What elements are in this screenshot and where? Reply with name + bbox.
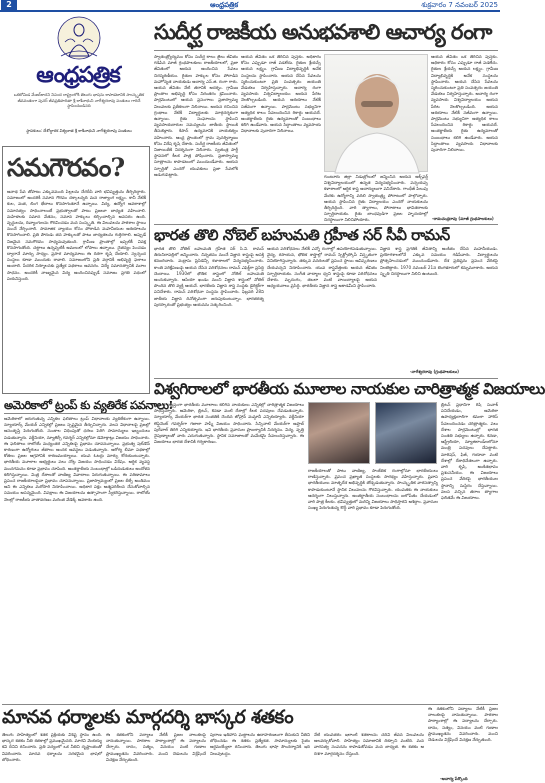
ranga-article-col1: స్వాతంత్ర్యోద్యమం కోసం సుదీర్ఘ కాలం జైలు జీవితం గడిపిన మాజీ గ్రంథపాలకులు రాజకీయాలలో, ప్రజా జీవితంలో ఆయన అందించిన సేవలు చిరస్మరణీయం. రైతుల హక్కుల కోసం పోరాడిన మహోన్నత నాయకుడు ఆచార్య ఎన్.జి. రంగా గారు. ఆయన జీవితం నేటి తరానికి ఆదర్శం. గ్రామీణ ప్రాంతాల అభివృద్ధి కోసం నిరంతరం శ్రమించారు. పార్లమెంటులో ఆయన ప్రసంగాలు ప్రజాస్వామ్య విలువలకు ప్రతీకలుగా నిలిచాయి. ఆయన రచించిన గ్రంథాలు నేటికీ విద్యార్థులకు మార్గదర్శకంగా ఉన్నాయి. రైతు సంఘాలను స్థాపించి వ్యవసాయదారుల సమస్యలను జాతీయ స్థాయికి తీసుకెళ్లారు. కిసాన్ ఉద్యమానికి నాయకత్వం వహించారు. ఆంధ్ర ప్రాంతంలో గ్రామ పునర్నిర్మాణం కోసం విశేష కృషి చేశారు. సుదీర్ఘ రాజకీయ జీవితంలో నిజాయితీకి నిదర్శనంగా నిలిచారు. స్వతంత్ర పార్టీ స్థాపనలో కీలక పాత్ర పోషించారు. ప్రజాస్వామ్య సూత్రాలను కాపాడటంలో ముందుండేవారు. ఆయన స్ఫూర్తితో ఎందరో యువకులు ప్రజా సేవలోకి అడుగుపెట్టారు.: [154, 54, 238, 177]
top-rule: [0, 10, 500, 12]
bhaskara-text-col5: ఈ శతకంలోని పద్యాలు నేటికీ ప్రజల నాలుకలపై నానుతున్నాయి. పాఠశాల పాఠ్యాంశాల్లో ఈ పద్యాలను చేర్చారు. దానం, సత్యం, వినయం వంటి గుణాల ప్రాముఖ్యతను వివరించారు. మంచి చెడులను విశ్లేషించే విచక్షణ నేర్పుతుంది.: [428, 706, 498, 743]
bhaskara-text-col3: పురాణ ఇతిహాస ఘట్టాలను ఉదాహరణలుగా తీసుకుని నీతిని బోధించడం ఈ శతకం ప్రత్యేకత. సామాన్యులకు సైతం అర్థమయ్యేలా రచించారు. తెలుగు భాషా సౌందర్యానికి ఇది నిలువుటద్దం.: [210, 732, 310, 756]
leader-photo-2: [375, 402, 437, 464]
running-head: ఆంధ్రపత్రిక: [210, 1, 239, 9]
raman-top-rule: [154, 224, 498, 225]
masthead-caption: ఒకటోమిడ మేజర్‌కాదని నిపంద రాష్ట్రంలోకి తెలుగు భాషను కాపాడటానికి సాంస్కృతిక జీవవంతంగా పునర్ జీవప్రతిపాదితా శ్రీ కాశీనాథుని నాగేశ్వరరావు పంతులు గారిచే స్థాపించబడినది: [13, 92, 145, 108]
goddess-logo-icon: [57, 16, 101, 60]
portrait-figure-icon: [325, 55, 429, 173]
ranga-signature: -రామచంద్రరావు (మాజీ గ్రంథపాలకులు): [432, 216, 494, 221]
america-article: [2, 398, 173, 702]
america-rule: [4, 413, 150, 414]
bhaskara-signature: -ఆచార్య పేర్కొంది: [440, 776, 468, 781]
top-bar: [0, 0, 500, 10]
paper-name-logo: ఆంధ్రపత్రిక: [36, 62, 120, 88]
samagouravam-box: [2, 146, 150, 394]
headline-america: అమెరికాలో ట్రంప్ కు వ్యతిరేక పవనాలు!: [4, 398, 173, 412]
headline-samagouravam: సమగౌరవం?: [7, 153, 125, 182]
issue-date: శుక్రవారం 7 నవంబర్ 2025: [421, 1, 498, 9]
ranga-article-col3: గుంటూరు జిల్లా నిడుబ్రోలులో జన్మించిన ఆయన ఆక్స్‌ఫర్డ్ విశ్వవిద్యాలయంలో ఉన్నత విద్యనభ్యసించారు. పచ్చయప్ప కళాశాలలో ఆర్థిక శాస్త్ర ఆచార్యులుగా పనిచేశారు. గాంధీజీ పిలుపు మేరకు ఉద్యోగాన్ని వదిలి స్వాతంత్ర్య పోరాటంలో పాల్గొన్నారు. ఆయన స్థాపించిన రైతు విద్యాలయం ఎందరో నాయకులను తీర్చిదిద్దింది. వారి త్యాగాలు, పోరాటాలు భావితరాలకు స్ఫూర్తిదాయకం. రైతు బాంధవుడిగా ప్రజల హృదయాల్లో చిరస్థాయిగా నిలిచిపోయారు.: [324, 174, 428, 223]
bhaskara-top-rule: [2, 704, 498, 705]
raman-text-col3: విజ్ఞాన శాస్త్ర ప్రగతికి జీవితాన్ని అంకితం చేసిన మహనీయుడు. ప్రయోగశాలలోనే ఎక్కువ సమయం గడిపేవారు. విద్యార్థులను ప్రోత్సహించడంలో ముందుండేవారు. దేశ ప్రతిష్ఠను ప్రపంచ వేదికపై నిలబెట్టారు. 1970 నవంబర్ 21న బెంగళూరులో కన్నుమూశారు. ఆయన స్మృతి చిరస్థాయిగా నిలిచి ఉంటుంది.: [380, 246, 498, 276]
ranga-portrait-photo: [324, 54, 428, 172]
raman-text-col1: భారత తొలి నోబెల్ బహుమతి గ్రహీత సర్ సి.వి. రామన్ తిరుచిరాపల్లిలో జన్మించారు. చిన్నతనం నుంచే విజ్ఞాన శాస్త్రంపై ఆసక్తి కనబరిచారు. మద్రాసు ప్రెసిడెన్సీ కళాశాలలో విద్యనభ్యసించారు. కాంతి పరిక్షేపణంపై ఆయన చేసిన పరిశోధనలు రామన్ ఎఫెక్ట్‌గా ప్రసిద్ధి చెందాయి. 1930లో భౌతిక శాస్త్రంలో నోబెల్ బహుమతి అందుకున్నారు. ఆసియా ఖండం నుంచి విజ్ఞాన శాస్త్రంలో నోబెల్ పొందిన తొలి వ్యక్తి ఆయనే. భారతీయ విజ్ఞాన శాస్త్ర సంస్థకు డైరెక్టర్‌గా పనిచేశారు. రామన్ పరిశోధనా సంస్థను స్థాపించారు. ఫిబ్రవరి 28ని జాతీయ విజ్ఞాన దినోత్సవంగా జరుపుకుంటున్నాం. భారతరత్న పురస్కారంతో ప్రభుత్వం ఆయనను సత్కరించింది.: [154, 246, 264, 307]
bhaskara-text-col1: తెలుగు సాహిత్యంలో శతక ప్రక్రియకు విశిష్ట స్థానం ఉంది. భాస్కర శతకం నీతి శతకాల్లో ప్రముఖమైనది. మారవి వెంకయ్య కవి దీనిని రచించారు. ప్రతి పద్యంలో ఒక నీతిని దృష్టాంతంతో వివరించారు. మానవ ధర్మాలను సరళమైన భాషలో బోధించారు.: [2, 732, 102, 762]
page-number: 2: [1, 0, 17, 10]
headline-bhaskara: మానవ ధర్మాలకు మార్గదర్శి భాస్కర శతకం: [2, 707, 294, 728]
leaders-text-col1: ప్రపంచ వ్యాప్తంగా భారతీయ మూలాలు కలిగిన నాయకులు ఎన్నికల్లో చారిత్రాత్మక విజయాలు సాధిస్తున్నారు. అమెరికా, బ్రిటన్, కెనడా వంటి దేశాల్లో కీలక పదవులు చేపడుతున్నారు. న్యూయార్క్ మేయర్‌గా భారత సంతతికి చెందిన జోహ్రాన్ మమ్దానీ ఎన్నికయ్యారు. వర్జీనియా లెఫ్టినెంట్ గవర్నర్‌గా గజాలా హష్మీ విజయం సాధించారు. సిన్సినాటి మేయర్‌గా అఫ్తాబ్ పురేవాల్ తిరిగి ఎన్నికయ్యారు. ఇవి భారతీయ ప్రవాసుల ప్రాబల్యానికి నిదర్శనం. విద్య, వృత్తి నైపుణ్యాలతో వారు ఎదుగుతున్నారు. స్థానిక సమాజాలతో మమేకమై సేవలందిస్తున్నారు. ఈ విజయాలు భారత దేశానికి గర్వకారణం.: [154, 402, 304, 445]
leaders-text-col2: రాజకీయాలతో పాటు వాణిజ్య, సాంకేతిక రంగాల్లోనూ భారతీయులు రాణిస్తున్నారు. ప్రపంచ ప్రఖ్యాత సంస్థలకు సారథ్యం వహిస్తున్నారు. ప్రవాస భారతీయులు మాతృదేశ అభివృద్ధికి తోడ్పడుతున్నారు. సాంస్కృతిక వారసత్వాన్ని కాపాడుకుంటూనే స్థానిక విలువలను గౌరవిస్తున్నారు. యువతకు ఈ నాయకులు ఆదర్శంగా నిలుస్తున్నారు. అంతర్జాతీయ సంబంధాలను బలోపేతం చేయడంలో వారి పాత్ర కీలకం. భవిష్యత్తులో మరిన్ని విజయాలు సాధిస్తారని ఆశిద్దాం. ప్రవాసుల సంఖ్య పెరుగుతున్న కొద్దీ వారి ప్రభావం కూడా పెరుగుతోంది.: [308, 468, 438, 511]
raman-signature: -నాగేశ్వరరావు (గ్రంథపాలకులు): [410, 369, 459, 374]
leader-photo-1: [308, 402, 370, 464]
headline-ranga: సుదీర్ఘ రాజకీయ అనుభవశాలి ఆచార్య రంగా: [154, 19, 492, 44]
headline-leaders: విశ్వగిరాలలో భారతీయ మూలాల నాయకుల చారిత్రాత్మక విజయాలు: [154, 379, 545, 398]
masthead-founder: స్థాపకులు: దేశోద్ధారక విశ్వదాత శ్రీ కాశీనాథుని నాగేశ్వరరావు పంతులు: [26, 128, 132, 133]
samagouravam-text: అనాథ సేవ తోపాటు ఎక్కువమంది పిల్లలను చేరదీసి వారి భవిష్యత్తును తీర్చిదిద్దారు. సమాజంలో అందరికీ సమాన గౌరవం దక్కాలన్నది మన రాజ్యాంగ లక్ష్యం. కానీ నేటికీ కుల, మత, లింగ భేదాలు కొనసాగుతూనే ఉన్నాయి. విద్య, ఉద్యోగ అవకాశాల్లో సమానత్వం సాధించాలంటే ప్రభుత్వాలతో పాటు ప్రజలూ బాధ్యత వహించాలి. మహిళలకు సమాన వేతనం, సమాన హక్కులు కల్పించాల్సిన అవసరం ఉంది. వృద్ధులను, దివ్యాంగులను గౌరవించడం మన సంస్కృతి. ఈ విలువలను పాఠశాల స్థాయి నుంచే నేర్పించాలి. సామాజిక న్యాయం కోసం పోరాడిన మహనీయుల ఆశయాలను కొనసాగించాలి. ప్రతి పౌరుడు తన హక్కులతో పాటు బాధ్యతలను గుర్తెరగాలి. అప్పుడే నిజమైన సమగౌరవం సాధ్యమవుతుంది. గ్రామీణ ప్రాంతాల్లో ఇప్పటికీ వివక్ష కొనసాగుతోంది. చట్టాలు ఉన్నప్పటికీ అమలులో లోపాలు ఉన్నాయి. చైతన్యం పెంచడం ద్వారానే మార్పు సాధ్యం. ప్రసార మాధ్యమాలు ఈ దిశగా కృషి చేయాలి. స్వచ్ఛంద సంస్థలు కూడా ముందుకు రావాలి. సమాజంలోని ప్రతి వర్గానికీ అభివృద్ధి ఫలాలు అందాలి. పేదరిక నిర్మూలనకు ప్రత్యేక పథకాలు అవసరం. విద్యే సమానత్వానికి మూల సాధనం. అందరికీ నాణ్యమైన విద్య అందించినప్పుడే సమాజం ప్రగతి పథంలో పయనిస్తుంది.: [7, 189, 146, 281]
bhaskara-text-col4: నేటి యువతరం ఇలాంటి శతకాలను చదివి జీవన విలువలను అలవర్చుకోవాలి. సాహిత్యం సమాజానికి దిక్సూచి వంటిది. మన వారసత్వ సంపదను కాపాడుకోవడం మన బాధ్యత. ఈ శతకం ఆ దిశగా మార్గదర్శనం చేస్తుంది.: [314, 732, 424, 756]
ranga-article-col4: ఆయన జీవితం ఒక తెరిచిన పుస్తకం. అధికారం కోసం ఎప్పుడూ రాజీ పడలేదు. రైతుల శ్రేయస్సే ఆయన లక్ష్యం. గ్రామీణ విద్యాభివృద్ధికి అనేక సంస్థలను స్థాపించారు. ఆయన చేసిన సేవలను స్మరించుకుంటూ ప్రతి సంవత్సరం జయంతి వేడుకలు నిర్వహిస్తున్నారు. ఆచార్య రంగా వ్యవసాయ విశ్వవిద్యాలయం ఆయన పేరిట నెలకొల్పబడింది. ఆయన ఆశయాలు నేటికీ సజీవంగా ఉన్నాయి. పార్లమెంటు సభ్యునిగా అత్యధిక కాలం సేవలందించిన రికార్డు ఆయనదే. అంతర్జాతీయ రైతు ఉద్యమాలతో సంబంధాలు కలిగి ఉండేవారు. ఆయన సిద్ధాంతాలు వ్యవసాయ విధానాలకు పునాదిగా నిలిచాయి.: [431, 54, 498, 153]
headline-raman: భారత తొలి నోబెల్ బహుమతి గ్రహీత సర్ సీవీ రామన్: [154, 226, 450, 244]
masthead: [2, 14, 152, 146]
headline-rule: [154, 50, 498, 51]
ranga-article-col2: ఆయన జీవితం ఒక తెరిచిన పుస్తకం. అధికారం కోసం ఎప్పుడూ రాజీ పడలేదు. రైతుల శ్రేయస్సే ఆయన లక్ష్యం. గ్రామీణ విద్యాభివృద్ధికి అనేక సంస్థలను స్థాపించారు. ఆయన చేసిన సేవలను స్మరించుకుంటూ ప్రతి సంవత్సరం జయంతి వేడుకలు నిర్వహిస్తున్నారు. ఆచార్య రంగా వ్యవసాయ విశ్వవిద్యాలయం ఆయన పేరిట నెలకొల్పబడింది. ఆయన ఆశయాలు నేటికీ సజీవంగా ఉన్నాయి. పార్లమెంటు సభ్యునిగా అత్యధిక కాలం సేవలందించిన రికార్డు ఆయనదే. అంతర్జాతీయ రైతు ఉద్యమాలతో సంబంధాలు కలిగి ఉండేవారు. ఆయన సిద్ధాంతాలు వ్యవసాయ విధానాలకు పునాదిగా నిలిచాయి.: [241, 54, 321, 134]
leaders-text-col3: బ్రిటన్ ప్రధానిగా రిషి సునాక్ పనిచేయడం, అమెరికా ఉపాధ్యక్షురాలిగా కమలా హారిస్ సేవలందించడం చరిత్రాత్మకం. పలు దేశాల పార్లమెంటుల్లో భారత సంతతి సభ్యులు ఉన్నారు. కెనడా, ఆస్ట్రేలియా, న్యూజిలాండ్‌లలోనూ మంత్రి పదవులు చేపట్టారు. మారిషస్, ఫిజీ, గయానా వంటి దేశాల్లో దేశాధినేతలుగా ఉన్నారు. వారి కృషి, అంకితభావం ప్రశంసనీయం. ఈ విజయాలు ప్రపంచ వేదికపై భారతీయుల స్థానాన్ని సుస్థిరం చేస్తున్నాయి. వలస వచ్చిన తరాల త్యాగాల ఫలితమే ఈ విజయాలు.: [441, 402, 498, 501]
america-text: అమెరికాలో జరుగుతున్న ఎన్నికల ఫలితాలు ట్రంప్ విధానాలకు వ్యతిరేకంగా ఉన్నాయి. న్యూయార్క్ మేయర్ ఎన్నికల్లో ప్రజలు స్పష్టమైన తీర్పునిచ్చారు. వలస విధానాలపై ప్రజల్లో అసంతృప్తి పెరుగుతోంది. సుంకాల విధింపుతో ధరలు పెరిగి సామాన్యులు ఇబ్బందులు పడుతున్నారు. వర్జీనియా, న్యూజెర్సీ గవర్నర్ ఎన్నికల్లోనూ డెమోక్రాట్లు విజయం సాధించారు. ఈ ఫలితాలు రాబోయే మధ్యంతర ఎన్నికలపై ప్రభావం చూపనున్నాయి. ప్రభుత్వ షట్‌డౌన్ కారణంగా ఉద్యోగులు జీతాలు అందక అవస్థలు పడుతున్నారు. ఆరోగ్య బీమా పథకాల్లో కోతలు ప్రజల ఆగ్రహానికి కారణమయ్యాయి. యువ ఓటర్లు మార్పు కోరుకుంటున్నారు. భారతీయ మూలాల అభ్యర్థులు పలు చోట్ల విజయం సాధించడం విశేషం. ఆర్థిక వ్యవస్థ మందగమనం కూడా ప్రభావం చూపింది. అంతర్జాతీయ సంబంధాల్లో ఒడిదుడుకులు ఆందోళన కలిగిస్తున్నాయి. మిత్ర దేశాలతో వాణిజ్య వివాదాలు పెరుగుతున్నాయి. ఈ పరిణామాలు ప్రపంచ రాజకీయాలపైనా ప్రభావం చూపనున్నాయి. ప్రజాస్వామ్యంలో ప్రజల తీర్పే అంతిమం అని ఈ ఎన్నికలు మరోసారి నిరూపించాయి. అధికార పక్షం ఆత్మపరిశీలన చేసుకోవాల్సిన సమయం ఆసన్నమైంది. విపక్షాలు ఈ విజయాలను ఉత్సాహంగా స్వీకరిస్తున్నాయి. రాబోయే నెలల్లో రాజకీయ వాతావరణం మరింత వేడెక్కే అవకాశం ఉంది.: [4, 416, 150, 502]
bhaskara-text-col2: ఈ శతకంలోని పద్యాలు నేటికీ ప్రజల నాలుకలపై నానుతున్నాయి. పాఠశాల పాఠ్యాంశాల్లో ఈ పద్యాలను చేర్చారు. దానం, సత్యం, వినయం వంటి గుణాల ప్రాముఖ్యతను వివరించారు. మంచి చెడులను విశ్లేషించే విచక్షణ నేర్పుతుంది.: [106, 732, 206, 762]
raman-text-col2: ఆయన పరిశోధనలు నేటికీ ఎన్నో రంగాల్లో ఉపయోగపడుతున్నాయి. వైద్య, రసాయన, భౌతిక శాస్త్రాల్లో రామన్ స్పెక్ట్రోస్కోపీ విస్తృతంగా వినియోగిస్తున్నారు. తక్కువ వనరులతో ప్రపంచ స్థాయి ఆవిష్కరణలు చేయవచ్చని నిరూపించారు. యువ శాస్త్రవేత్తలకు ఆయన జీవితం స్ఫూర్తిదాయకం. సంగీత వాద్యాల ధ్వని శాస్త్రంపై కూడా పరిశోధనలు చేశారు. మృదంగం, తబలా వంటి వాయిద్యాలపై ఆయన అధ్యయనాలు ప్రసిద్ధి. భారతీయ విజ్ఞాన శాస్త్ర అకాడమీని స్థాపించారు.: [267, 246, 377, 289]
